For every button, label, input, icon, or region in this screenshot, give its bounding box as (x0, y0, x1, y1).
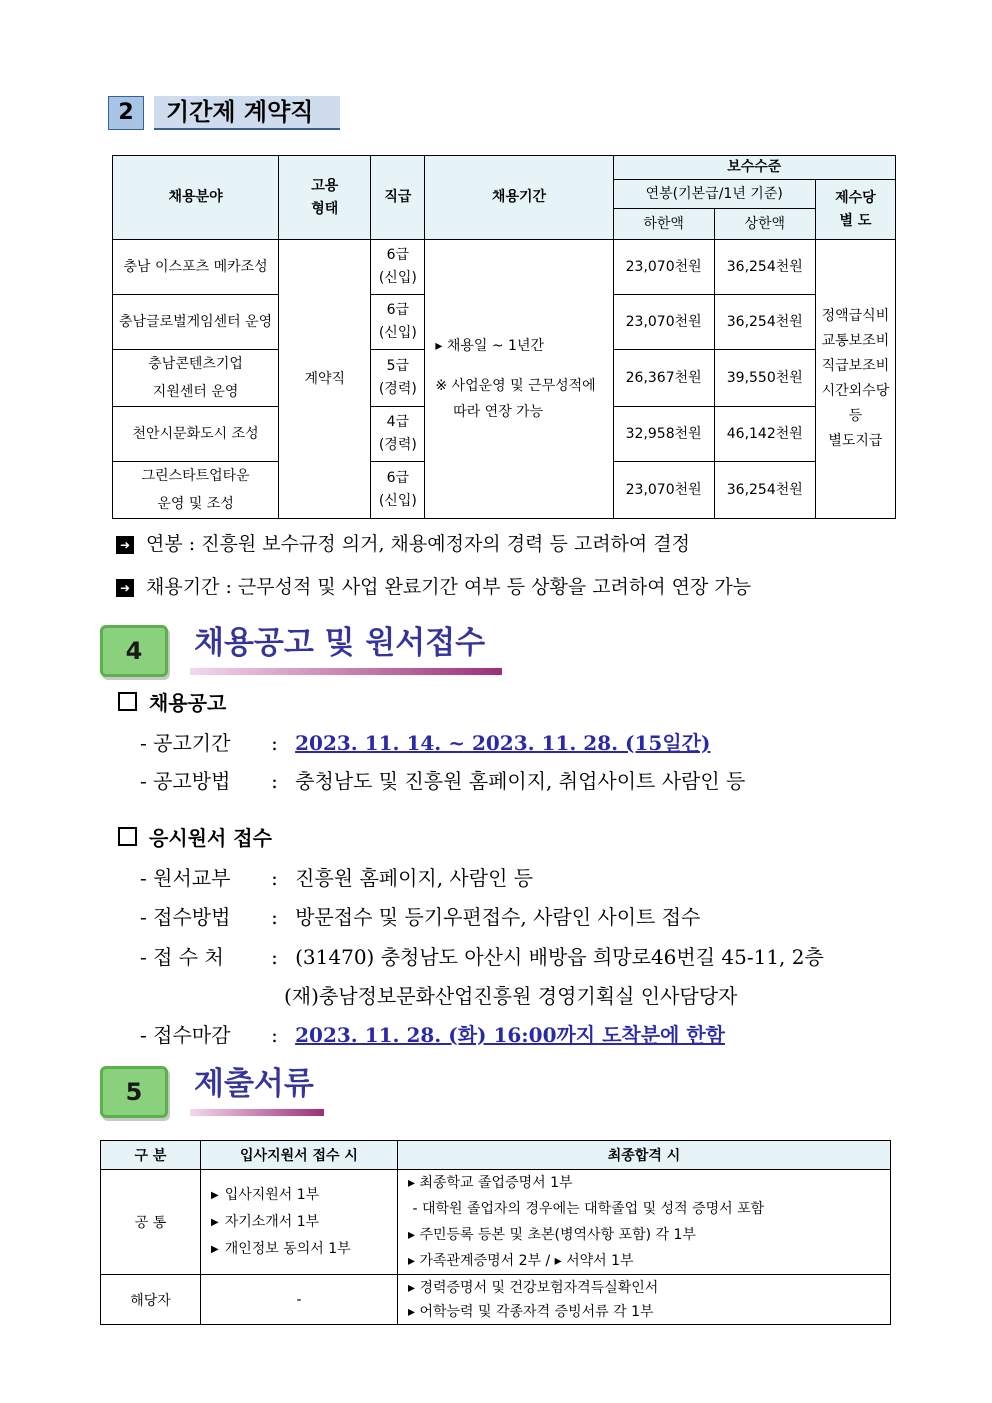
period-line-2: ※ 사업운영 및 근무성적에 따라 연장 가능 (435, 378, 596, 420)
header-allowance: 제수당 별 도 (815, 180, 895, 240)
application-form-line: - 원서교부 : 진흥원 홈페이지, 사람인 등 (140, 866, 534, 890)
header-period: 채용기간 (425, 156, 613, 240)
arrow-right-icon: ➜ (116, 536, 134, 554)
row-3-field: 충남콘텐츠기업 지원센터 운영 (113, 350, 279, 407)
row-2-min: 23,070천원 (613, 295, 714, 350)
row-4-min: 32,958천원 (613, 407, 714, 462)
header-min: 하한액 (613, 209, 714, 240)
notice-method-value: 충청남도 및 진흥원 홈페이지, 취업사이트 사람인 등 (295, 769, 746, 793)
row-5-grade: 6급 (신입) (371, 462, 425, 519)
period-cell (425, 240, 613, 519)
row-2-grade: 6급 (신입) (371, 295, 425, 350)
notice-heading: 채용공고 (118, 688, 226, 718)
applicable-label: 해당자 (101, 1275, 201, 1325)
row-5-min: 23,070천원 (613, 462, 714, 519)
row-1-grade: 6급 (신입) (371, 240, 425, 295)
header-apply: 입사지원서 접수 시 (201, 1141, 398, 1170)
section-5-title: 제출서류 (194, 1066, 314, 1102)
application-place-line: - 접 수 처 : (31470) 충청남도 아산시 배방읍 희망로46번길 45-11, 2층 (140, 945, 824, 969)
section-4-number: 4 (100, 625, 168, 677)
applicable-apply: - (201, 1275, 398, 1325)
notice-period-value: 2023. 11. 14. ~ 2023. 11. 28. (15일간) (295, 731, 711, 755)
applicable-final-cell: ▸ 경력증명서 및 건강보험자격득실확인서 ▸ 어학능력 및 각종자격 증빙서류 각 1부 (398, 1275, 891, 1325)
row-2-field: 충남글로벌게임센터 운영 (113, 295, 279, 350)
row-1-max: 36,254천원 (714, 240, 815, 295)
deadline-value: 2023. 11. 28. (화) 16:00까지 도착분에 한함 (295, 1023, 725, 1047)
row-1-min: 23,070천원 (613, 240, 714, 295)
checkbox-square-icon (118, 827, 137, 846)
application-heading: 응시원서 접수 (118, 823, 272, 853)
employment-type: 계약직 (279, 240, 371, 519)
header-annual-salary: 연봉(기본급/1년 기준) (613, 180, 815, 209)
row-3-max: 39,550천원 (714, 350, 815, 407)
section-4-title: 채용공고 및 원서접수 (194, 625, 486, 661)
header-max: 상한액 (714, 209, 815, 240)
row-5-max: 36,254천원 (714, 462, 815, 519)
header-type: 구 분 (101, 1141, 201, 1170)
allowance-cell: 정액급식비 교통보조비 직급보조비 시간외수당 등 별도지급 (815, 240, 895, 519)
application-method-line: - 접수방법 : 방문접수 및 등기우편접수, 사람인 사이트 접수 (140, 905, 701, 929)
triangle-right-icon: ▶ (211, 1189, 219, 1201)
section-4-underline (190, 668, 502, 675)
row-5-field: 그린스타트업타운 운영 및 조성 (113, 462, 279, 519)
notice-period-line: - 공고기간 : 2023. 11. 14. ~ 2023. 11. 28. (15일간) (140, 731, 711, 755)
section-2-number: 2 (108, 96, 144, 130)
row-4-max: 46,142천원 (714, 407, 815, 462)
arrow-right-icon: ➜ (116, 579, 134, 597)
header-grade: 직급 (371, 156, 425, 240)
header-employment-type: 고용 형태 (279, 156, 371, 240)
row-2-max: 36,254천원 (714, 295, 815, 350)
header-pay-level: 보수수준 (613, 156, 895, 180)
period-line-1: ▸ 채용일 ~ 1년간 (435, 338, 545, 354)
row-3-min: 26,367천원 (613, 350, 714, 407)
application-place-line-2: (재)충남정보문화산업진흥원 경영기획실 인사담당자 (284, 984, 738, 1008)
application-deadline-line: - 접수마감 : 2023. 11. 28. (화) 16:00까지 도착분에 한함 (140, 1023, 725, 1047)
triangle-right-icon: ▶ (211, 1216, 219, 1228)
note-period: ➜ 채용기간 : 근무성적 및 사업 완료기간 여부 등 상황을 고려하여 연장 가능 (116, 573, 751, 601)
common-label: 공 통 (101, 1170, 201, 1275)
row-4-grade: 4급 (경력) (371, 407, 425, 462)
note-salary: ➜ 연봉 : 진흥원 보수규정 의거, 채용예정자의 경력 등 고려하여 결정 (116, 530, 690, 558)
common-apply-cell: ▶ 입사지원서 1부 ▶ 자기소개서 1부 ▶ 개인정보 동의서 1부 (201, 1170, 398, 1275)
header-final: 최종합격 시 (398, 1141, 891, 1170)
section-5-number: 5 (100, 1066, 168, 1118)
section-2-title: 기간제 계약직 (154, 96, 340, 130)
checkbox-square-icon (118, 692, 137, 711)
row-3-grade: 5급 (경력) (371, 350, 425, 407)
section-5-underline (190, 1109, 324, 1116)
common-final-cell: ▸ 최종학교 졸업증명서 1부 - 대학원 졸업자의 경우에는 대학졸업 및 성적 증명서 포함 ▸ 주민등록 등본 및 초본(병역사항 포함) 각 1부 ▸ 가족관계증명서 2부 / ▸ 서약서 1부 (398, 1170, 891, 1275)
salary-table (112, 155, 896, 519)
row-4-field: 천안시문화도시 조성 (113, 407, 279, 462)
documents-table (100, 1140, 891, 1325)
triangle-right-icon: ▶ (211, 1243, 219, 1255)
notice-method-line: - 공고방법 : 충청남도 및 진흥원 홈페이지, 취업사이트 사람인 등 (140, 769, 746, 793)
row-1-field: 충남 이스포츠 메카조성 (113, 240, 279, 295)
header-field: 채용분야 (113, 156, 279, 240)
